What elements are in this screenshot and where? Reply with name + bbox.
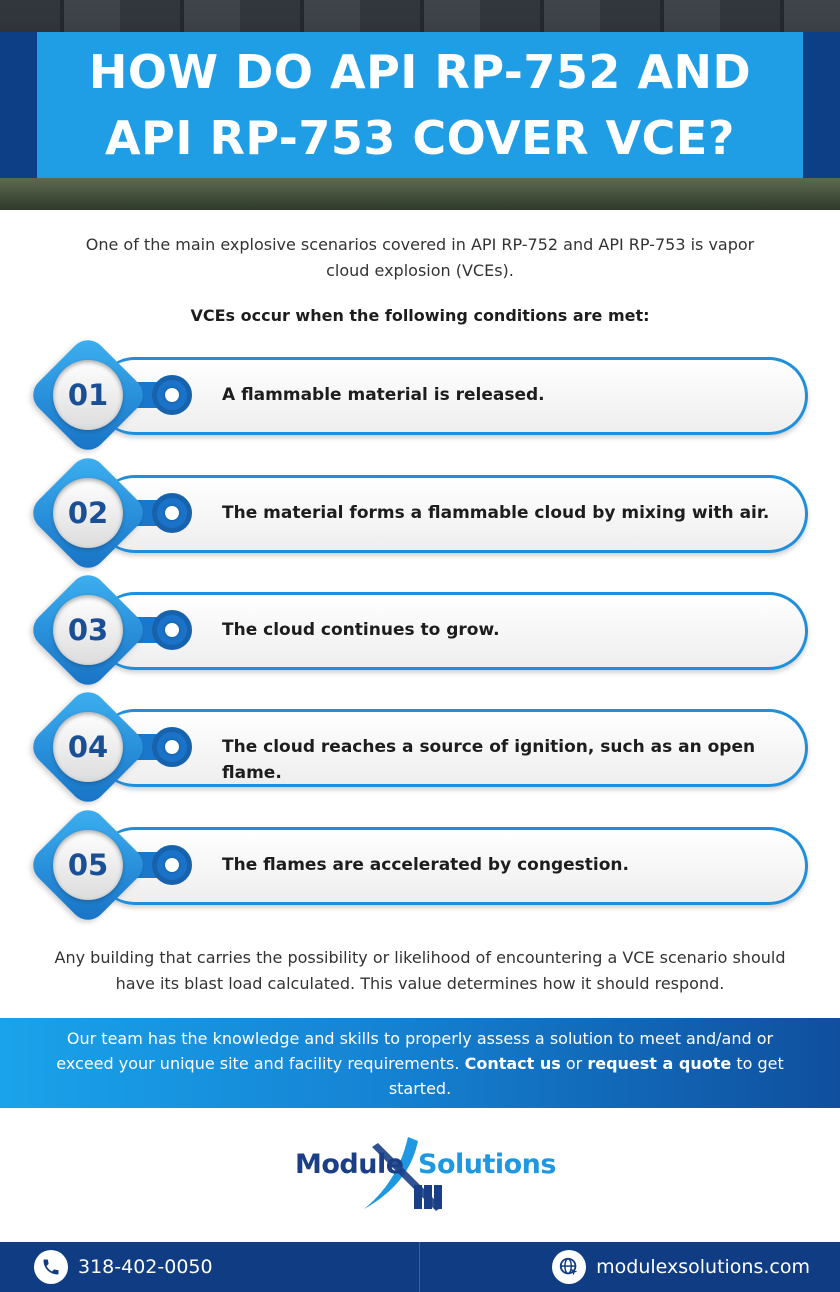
footer-divider (419, 1242, 420, 1292)
step-knob-icon (152, 493, 192, 533)
footer (0, 1242, 840, 1292)
cta-text-middle: or (565, 1053, 583, 1073)
step-text: The material forms a flammable cloud by mixing with air. (222, 503, 770, 523)
step-number: 02 (67, 496, 109, 530)
step-text: The cloud reaches a source of ignition, such as an open flame. (222, 737, 756, 783)
step-knob-icon (152, 610, 192, 650)
logo-word-module: Module (295, 1149, 404, 1180)
request-quote-link[interactable]: request a quote (587, 1053, 732, 1073)
footer-phone-number: 318-402-0050 (78, 1256, 213, 1278)
step-number: 04 (67, 730, 109, 764)
step-text: A flammable material is released. (222, 385, 545, 405)
intro-paragraph: One of the main explosive scenarios covered in API RP-752 and API RP-753 is vapor cloud explosion (VCEs). (85, 235, 755, 280)
footer-phone-link[interactable] (34, 1250, 213, 1284)
step-text: The flames are accelerated by congestion. (222, 855, 629, 875)
footer-website-link[interactable] (552, 1250, 810, 1284)
footer-website-url: modulexsolutions.com (596, 1256, 810, 1278)
step-item (0, 810, 840, 920)
hero-banner (0, 0, 840, 210)
outro-paragraph: Any building that carries the possibility or likelihood of encountering a VCE scenario should have its blast load calculated. This value determines how it should respond. (54, 948, 786, 993)
step-item (0, 575, 840, 685)
globe-cursor-icon (552, 1250, 586, 1284)
step-item (0, 340, 840, 450)
conditions-heading: VCEs occur when the following conditions are met: (190, 306, 650, 325)
cta-text-before: Our team has the knowledge and skills to properly assess a solution to meet and/and or exceed your unique site and facility requirements. (56, 1028, 774, 1073)
hero-title-box (37, 32, 803, 178)
step-item (0, 458, 840, 568)
cta-text (40, 1026, 800, 1101)
cta-text-after: to get started. (388, 1053, 784, 1098)
step-text: The cloud continues to grow. (222, 620, 500, 640)
cta-band (0, 1018, 840, 1108)
company-logo[interactable] (290, 1133, 556, 1213)
phone-icon (34, 1250, 68, 1284)
step-knob-icon (152, 727, 192, 767)
step-number-badge (53, 478, 123, 548)
step-number-badge (53, 712, 123, 782)
hero-background-ground (0, 178, 840, 210)
step-number: 01 (67, 378, 109, 412)
step-item (0, 692, 840, 802)
step-number-badge (53, 595, 123, 665)
step-knob-icon (152, 845, 192, 885)
logo-word-solutions: Solutions (418, 1149, 556, 1180)
page-title: HOW DO API RP-752 AND API RP-753 COVER VCE? (88, 45, 752, 165)
step-number-badge (53, 360, 123, 430)
step-number-badge (53, 830, 123, 900)
step-number: 03 (67, 613, 109, 647)
contact-us-link[interactable]: Contact us (464, 1053, 561, 1073)
step-number: 05 (67, 848, 109, 882)
step-knob-icon (152, 375, 192, 415)
